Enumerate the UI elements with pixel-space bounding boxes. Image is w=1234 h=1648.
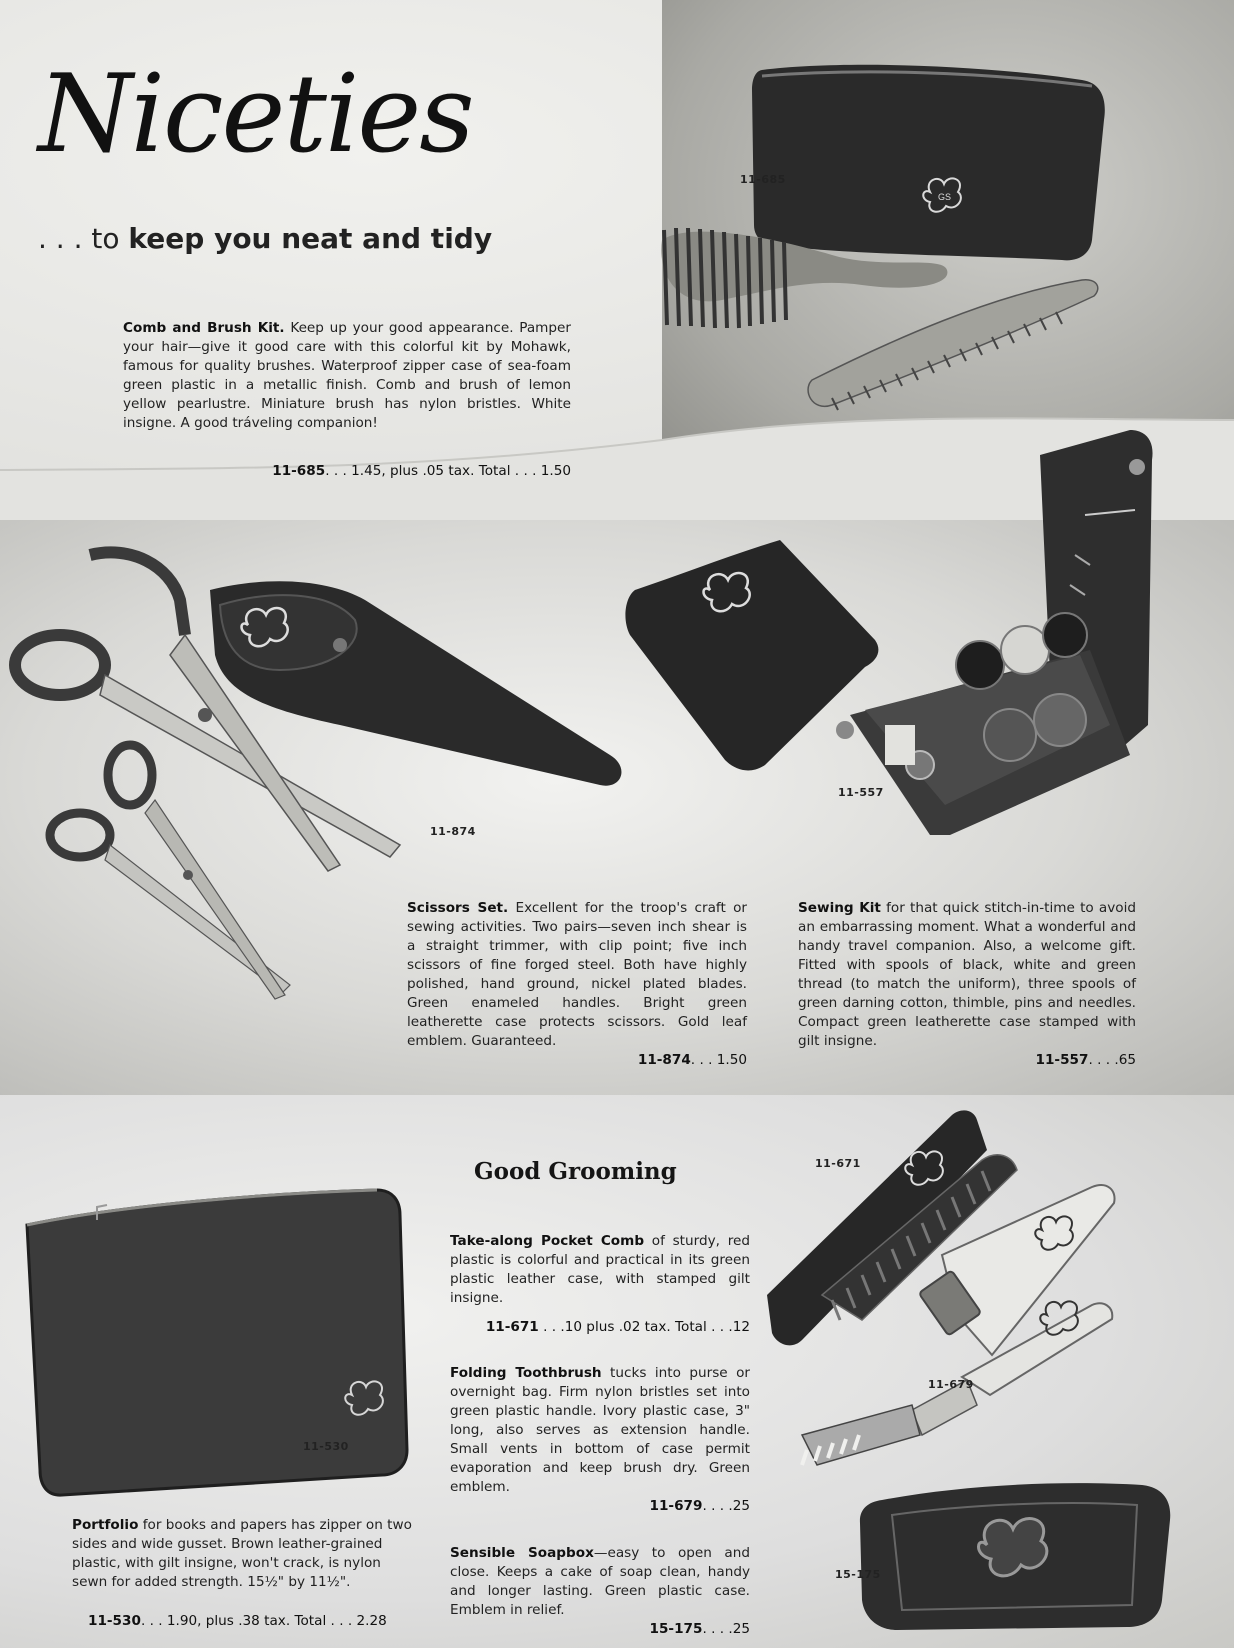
comb-brush-kit-illustration <box>662 40 1234 440</box>
zipper-case <box>752 65 1105 261</box>
toothbrush-description <box>450 1364 750 1497</box>
section-heading-good-grooming: Good Grooming <box>474 1158 677 1185</box>
code-label-11-671: 11-671 <box>815 1157 861 1170</box>
comb-brush-name: Comb and Brush Kit. <box>123 319 285 336</box>
scissors-name: Scissors Set. <box>407 899 509 916</box>
pocket-comb-price-code: 11-671 <box>485 1318 539 1335</box>
comb <box>808 280 1098 410</box>
sewing-description <box>798 899 1136 1051</box>
pocket-comb-text: of sturdy, red plastic is colorful and practical in its green plastic leather case, with stamped gilt insigne. <box>450 1232 750 1306</box>
toothbrush-price-code: 11-679 <box>649 1497 703 1514</box>
scissors-price-text: . . . 1.50 <box>690 1051 747 1068</box>
soapbox-name: Sensible Soapbox <box>450 1544 594 1561</box>
soapbox-text: —easy to open and close. Keeps a cake of soap clean, handy and longer lasting. Green plastic case. Emblem in relief. <box>450 1544 750 1618</box>
snap-button <box>333 638 347 652</box>
code-label-11-557: 11-557 <box>838 786 884 799</box>
portfolio-illustration <box>22 1185 432 1505</box>
spool-white <box>1001 626 1049 674</box>
sewing-price <box>798 1051 1136 1070</box>
sewing-text: for that quick stitch-in-time to avoid an embarrassing moment. What a wonderful and handy travel companion. Also, a welcome gift. Fitted with spools of black, white and green thread (to match the uniform), three spools of green darning cotton, thimble, pins and needles. Compact green leatherette case stamped with gilt insigne. <box>798 899 1137 1049</box>
pocket-comb-price <box>450 1318 750 1337</box>
page-subtitle <box>38 222 492 255</box>
sewing-name: Sewing Kit <box>798 899 881 916</box>
code-label-11-874: 11-874 <box>430 825 476 838</box>
page-title: Niceties <box>38 52 473 177</box>
comb-brush-price-code: 11-685 <box>272 462 326 479</box>
comb-brush-text: Keep up your good appearance. Pamper your hair—give it good care with this colorful kit by Mohawk, famous for quality brushes. Waterproof zipper case of sea-foam green plastic in a metallic finish. Comb and brush of lemon yellow pearlustre. Miniature brush has nylon bristles. White insigne. A good tráveling companion! <box>123 319 571 431</box>
darning-cotton-1 <box>984 709 1036 761</box>
toothbrush-price-text: . . . .25 <box>702 1497 750 1514</box>
soapbox-price-code: 15-175 <box>649 1620 703 1637</box>
comb-brush-description <box>123 319 571 433</box>
scissors-price <box>407 1051 747 1070</box>
scissors-text: Excellent for the troop's craft or sewing activities. Two pairs—seven inch shear is a straight trimmer, with clip point; five inch scissors of fine forged steel. Both have highly polished, hand ground, nickel plated blades. Green enameled handles. Bright green leatherette case protects scissors. Gold leaf emblem. Guaranteed. <box>407 899 747 1049</box>
spool-green <box>1043 613 1087 657</box>
small-scissors <box>50 745 290 999</box>
closed-case-snap <box>836 721 854 739</box>
soapbox-price-text: . . . .25 <box>702 1620 750 1637</box>
soapbox <box>860 1483 1170 1630</box>
portfolio-price-text: . . . 1.90, plus .38 tax. Total . . . 2.28 <box>140 1612 387 1629</box>
comb-brush-price-text: . . . 1.45, plus .05 tax. Total . . . 1.50 <box>325 462 571 479</box>
darning-cotton-2 <box>1034 694 1086 746</box>
sewing-price-code: 11-557 <box>1035 1051 1089 1068</box>
portfolio-description <box>72 1516 412 1592</box>
portfolio-name: Portfolio <box>72 1516 139 1533</box>
pocket-comb-price-text: . . .10 plus .02 tax. Total . . .12 <box>538 1318 750 1335</box>
code-label-15-175: 15-175 <box>835 1568 881 1581</box>
grooming-items-illustration <box>762 1105 1222 1645</box>
pin-card <box>885 725 915 765</box>
portfolio-price-code: 11-530 <box>88 1612 141 1629</box>
portfolio-text: for books and papers has zipper on two sides and wide gusset. Brown leather-grained plastic, with gilt insigne, won't crack, is nylon sewn for added strength. 15½" by 11½". <box>72 1516 412 1590</box>
soapbox-price <box>450 1620 750 1639</box>
lid-snap <box>1129 459 1145 475</box>
pocket-comb-description <box>450 1232 750 1308</box>
portfolio-price <box>72 1612 412 1631</box>
sewing-kit-illustration <box>620 425 1190 845</box>
pocket-comb-name: Take-along Pocket Comb <box>450 1232 645 1249</box>
code-label-11-685: 11-685 <box>740 173 786 186</box>
toothbrush-name: Folding Toothbrush <box>450 1364 602 1381</box>
comb-brush-price <box>123 462 571 481</box>
toothbrush-text: tucks into purse or overnight bag. Firm nylon bristles set into green plastic handle. Ivory plastic case, 3" long, also serves as extension handle. Small vents in bottom of case permit evaporation and keep brush dry. Green emblem. <box>450 1364 751 1495</box>
scissors-description <box>407 899 747 1051</box>
toothbrush-price <box>450 1497 750 1516</box>
soapbox-description <box>450 1544 750 1620</box>
gs-insigne-label: GS <box>938 192 952 202</box>
subtitle-main: keep you neat and tidy <box>128 222 493 255</box>
code-label-11-679: 11-679 <box>928 1378 974 1391</box>
spool-black <box>956 641 1004 689</box>
subtitle-prefix: . . . to <box>38 222 120 255</box>
scissors-price-code: 11-874 <box>637 1051 691 1068</box>
sewing-price-text: . . . .65 <box>1088 1051 1136 1068</box>
code-label-11-530: 11-530 <box>303 1440 349 1453</box>
portfolio-body <box>27 1190 407 1495</box>
